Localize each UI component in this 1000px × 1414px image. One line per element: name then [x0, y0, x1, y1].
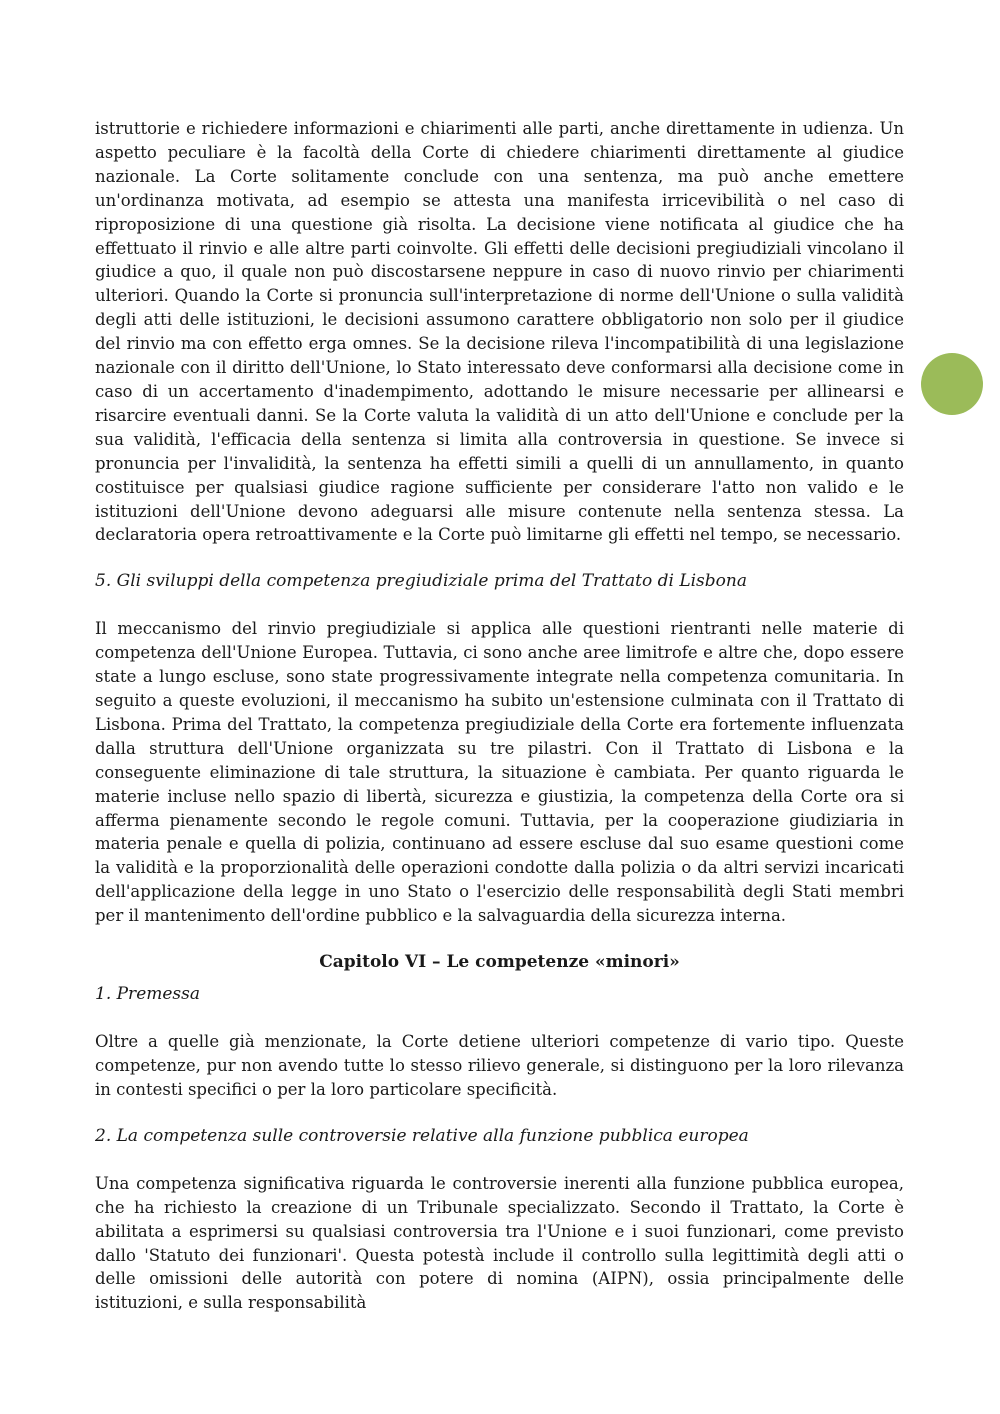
- section-heading-5: 5. Gli sviluppi della competenza pregiudiziale prima del Trattato di Lisbona: [95, 571, 747, 592]
- section-heading-1: 1. Premessa: [95, 984, 201, 1005]
- green-circle-marker: [921, 353, 983, 415]
- paragraph-preliminary-ruling-effects: istruttorie e richiedere informazioni e chiarimenti alle parti, anche direttamente in udienza. Un aspetto peculiare è la facoltà della Corte di chiedere chiarimenti direttamente al giudice nazionale. La Corte solitamente conclude con una sentenza, ma può anche emettere un'ordinanza motivata, ad esempio se attesta una manifesta irricevibilità o nel caso di riproposizione di una questione già risolta. La decisione viene notificata al giudice che ha effettuato il rinvio e alle altre parti coinvolte. Gli effetti delle decisioni pregiudiziali vincolano il giudice a quo, il quale non può discostarsene neppure in caso di nuovo rinvio per chiarimenti ulteriori. Quando la Corte si pronuncia sull'interpretazione di norme dell'Unione o sulla validità degli atti delle istituzioni, le decisioni assumono carattere obbligatorio non solo per il giudice del rinvio ma con effetto erga omnes. Se la decisione rileva l'incompatibilità di una legislazione nazionale con il diritto dell'Unione, lo Stato interessato deve conformarsi alla decisione come in caso di un accertamento d'inadempimento, adottando le misure necessarie per allinearsi e risarcire eventuali danni. Se la Corte valuta la validità di un atto dell'Unione e conclude per la sua validità, l'efficacia della sentenza si limita alla controversia in questione. Se invece si pronuncia per l'invalidità, la sentenza ha effetti simili a quelli di un annullamento, in quanto costituisce per qualsiasi giudice ragione sufficiente per considerare l'atto non valido e le istituzioni dell'Unione devono adeguarsi alle misure contenute nella sentenza stessa. La declaratoria opera retroattivamente e la Corte può limitarne gli effetti nel tempo, se necessario.: [95, 119, 904, 545]
- document-page: [95, 117, 904, 1315]
- paragraph-premessa: Oltre a quelle già menzionate, la Corte detiene ulteriori competenze di vario tipo. Queste competenze, pur non avendo tutte lo stesso rilievo generale, si distinguono per la loro rilevanza in contesti specifici o per la loro particolare specificità.: [95, 1032, 904, 1099]
- section-heading-2: 2. La competenza sulle controversie relative alla funzione pubblica europea: [95, 1125, 749, 1146]
- chapter-title: Capitolo VI – Le competenze «minori»: [319, 952, 680, 973]
- paragraph-public-service: Una competenza significativa riguarda le controversie inerenti alla funzione pubblica europea, che ha richiesto la creazione di un Tribunale specializzato. Secondo il Trattato, la Corte è abilitata a esprimersi su qualsiasi controversia tra l'Unione e i suoi funzionari, come previsto dallo 'Statuto dei funzionari'. Questa potestà include il controllo sulla legittimità degli atti o delle omissioni delle autorità con potere di nomina (AIPN), ossia principalmente delle istituzioni, e sulla responsabilità: [95, 1173, 904, 1313]
- paragraph-lisbon-treaty: Il meccanismo del rinvio pregiudiziale si applica alle questioni rientranti nelle materie di competenza dell'Unione Europea. Tuttavia, ci sono anche aree limitrofe e altre che, dopo essere state a lungo escluse, sono state progressivamente integrate nella competenza comunitaria. In seguito a queste evoluzioni, il meccanismo ha subito un'estensione culminata con il Trattato di Lisbona. Prima del Trattato, la competenza pregiudiziale della Corte era fortemente influenzata dalla struttura dell'Unione organizzata su tre pilastri. Con il Trattato di Lisbona e la conseguente eliminazione di tale struttura, la situazione è cambiata. Per quanto riguarda le materie incluse nello spazio di libertà, sicurezza e giustizia, la competenza della Corte ora si afferma pienamente secondo le regole comuni. Tuttavia, per la cooperazione giudiziaria in materia penale e quella di polizia, continuano ad essere escluse dal suo esame questioni come la validità e la proporzionalità delle operazioni condotte dalla polizia o da altri servizi incaricati dell'applicazione della legge in uno Stato o l'esercizio delle responsabilità degli Stati membri per il mantenimento dell'ordine pubblico e la salvaguardia della sicurezza interna.: [95, 619, 904, 926]
